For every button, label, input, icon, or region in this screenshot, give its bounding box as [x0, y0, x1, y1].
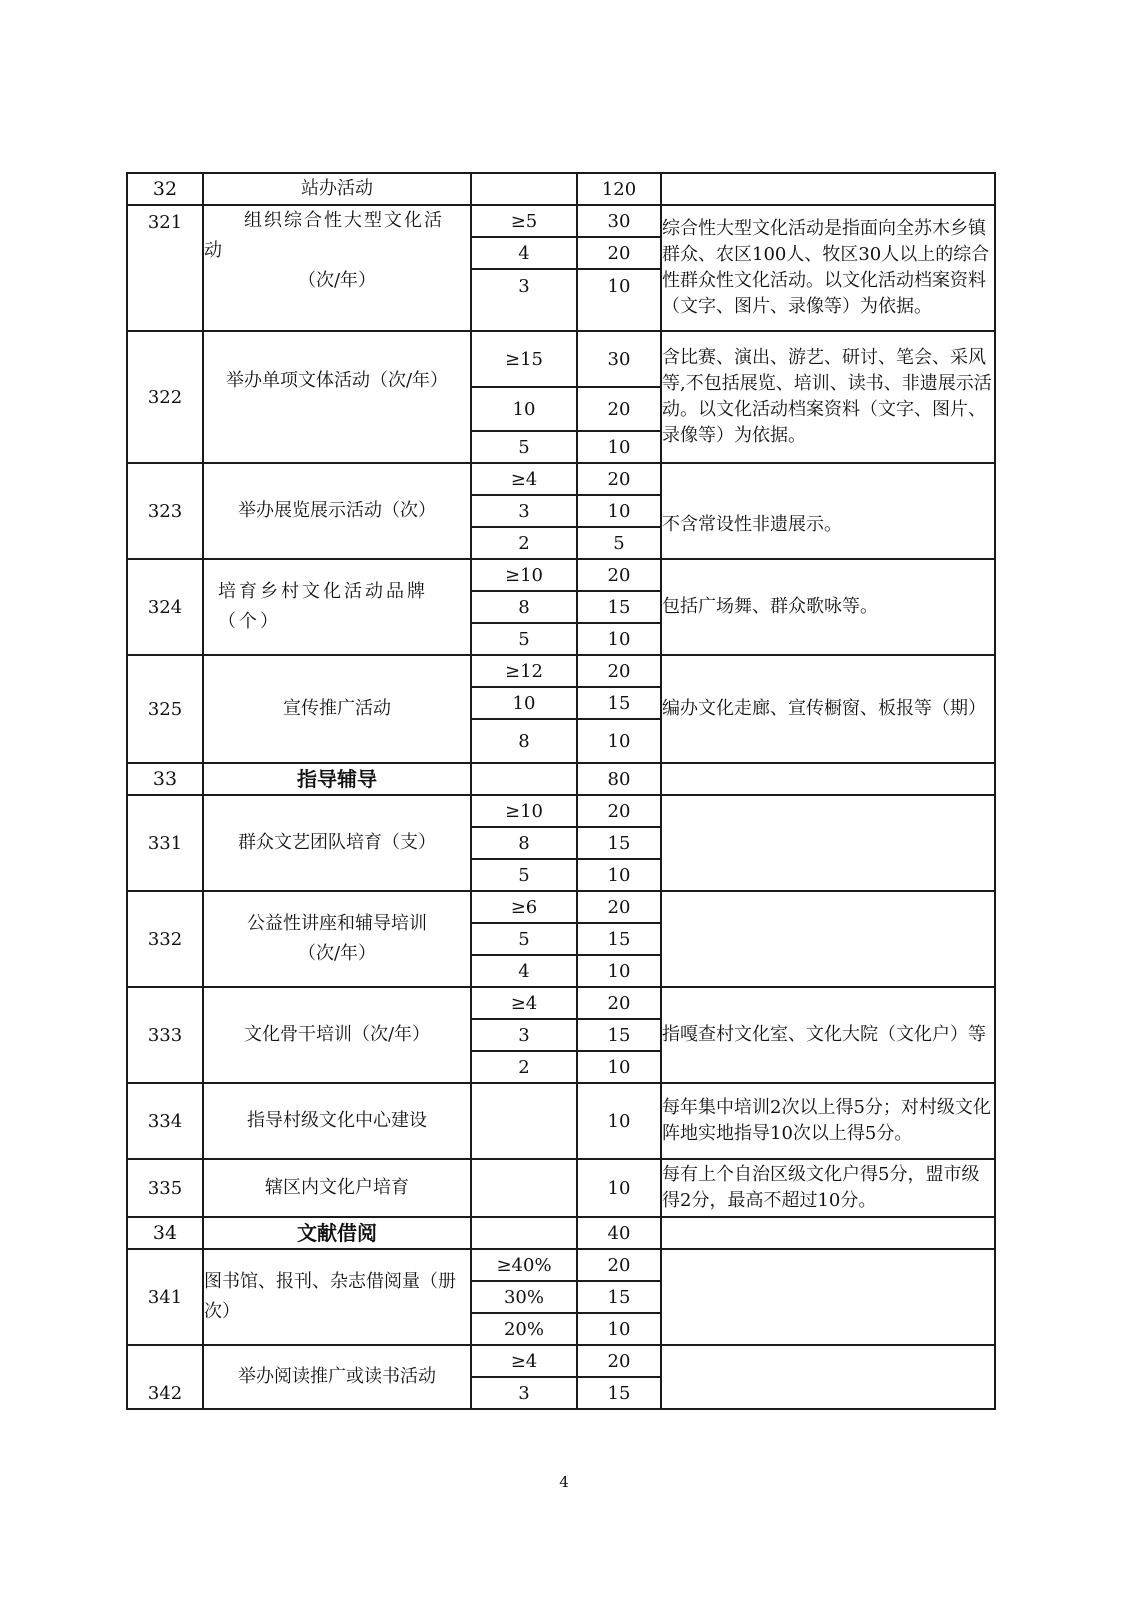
row-score: 40: [577, 1217, 661, 1249]
row-item: 辖区内文化户培育: [203, 1159, 471, 1217]
table-row: [127, 1345, 995, 1377]
row-score: 20: [577, 387, 661, 431]
row-note: 含比赛、演出、游艺、研讨、笔会、采风等,不包括展览、培训、读书、非遗展示活动。以文化活动档案资料（文字、图片、录像等）为依据。: [661, 331, 995, 463]
row-note: 综合性大型文化活动是指面向全苏木乡镇群众、农区100人、牧区30人以上的综合性群众性文化活动。以文化活动档案资料（文字、图片、录像等）为依据。: [661, 205, 995, 331]
row-condition: ≥5: [471, 205, 577, 237]
row-note: 不含常设性非遗展示。: [661, 463, 995, 559]
table-row: [127, 173, 995, 205]
row-item: 文化骨干培训（次/年）: [203, 987, 471, 1083]
scoring-table: [126, 172, 996, 1410]
row-score: 15: [577, 1019, 661, 1051]
row-score: 10: [577, 719, 661, 763]
row-condition: ≥12: [471, 655, 577, 687]
row-code: 335: [127, 1159, 203, 1217]
row-score: 20: [577, 891, 661, 923]
row-condition: ≥10: [471, 559, 577, 591]
row-condition: 3: [471, 495, 577, 527]
table-row: [127, 463, 995, 495]
row-condition: 5: [471, 431, 577, 463]
row-score: 15: [577, 1281, 661, 1313]
row-note: [661, 1345, 995, 1409]
row-item: 指导辅导: [203, 763, 471, 795]
row-score: 80: [577, 763, 661, 795]
row-condition: 10: [471, 387, 577, 431]
row-condition: [471, 1159, 577, 1217]
row-item: 群众文艺团队培育（支）: [203, 795, 471, 891]
row-item: 培育乡村文化活动品牌（个）: [203, 559, 471, 655]
row-note: [661, 795, 995, 891]
row-score: 15: [577, 1377, 661, 1409]
row-score: 5: [577, 527, 661, 559]
row-score: 20: [577, 237, 661, 269]
row-item-line: （次/年）: [297, 270, 377, 291]
row-note: [661, 891, 995, 987]
row-score: 20: [577, 559, 661, 591]
row-score: 20: [577, 1345, 661, 1377]
table-row: [127, 331, 995, 387]
row-note: 指嘎查村文化室、文化大院（文化户）等: [661, 987, 995, 1083]
row-item: [203, 891, 471, 987]
row-condition: ≥15: [471, 331, 577, 387]
row-score: 15: [577, 591, 661, 623]
table-row: [127, 1249, 995, 1281]
row-code: 334: [127, 1083, 203, 1159]
row-note: [661, 763, 995, 795]
row-note: 包括广场舞、群众歌咏等。: [661, 559, 995, 655]
row-condition: 4: [471, 237, 577, 269]
row-code: 332: [127, 891, 203, 987]
row-condition: [471, 173, 577, 205]
row-score: 10: [577, 623, 661, 655]
table-row: [127, 891, 995, 923]
row-condition: 4: [471, 955, 577, 987]
table-row: [127, 1083, 995, 1159]
row-item-line: 组织综合性大型文化活: [244, 210, 444, 231]
row-score: 20: [577, 1249, 661, 1281]
row-condition: 10: [471, 687, 577, 719]
row-code: 333: [127, 987, 203, 1083]
row-condition: 5: [471, 859, 577, 891]
row-condition: [471, 763, 577, 795]
table-row: [127, 655, 995, 687]
row-condition: 3: [471, 269, 577, 331]
table-row: [127, 795, 995, 827]
row-condition: 5: [471, 923, 577, 955]
row-item: 站办活动: [203, 173, 471, 205]
row-code: 322: [127, 331, 203, 463]
row-item: 举办展览展示活动（次）: [203, 463, 471, 559]
row-note: 每有上个自治区级文化户得5分，盟市级得2分，最高不超过10分。: [661, 1159, 995, 1217]
row-score: 15: [577, 923, 661, 955]
row-score: 10: [577, 1083, 661, 1159]
table-row: [127, 1159, 995, 1217]
row-score: 15: [577, 687, 661, 719]
row-condition: ≥4: [471, 987, 577, 1019]
row-score: 120: [577, 173, 661, 205]
row-score: 20: [577, 463, 661, 495]
row-score: 10: [577, 955, 661, 987]
row-condition: ≥6: [471, 891, 577, 923]
row-condition: 2: [471, 527, 577, 559]
row-score: 10: [577, 495, 661, 527]
row-code: 341: [127, 1249, 203, 1345]
row-condition: 20%: [471, 1313, 577, 1345]
row-code: 325: [127, 655, 203, 763]
table-row: [127, 559, 995, 591]
table-row: [127, 1217, 995, 1249]
row-item-line: （次/年）: [297, 943, 377, 964]
row-score: 10: [577, 859, 661, 891]
row-item: 举办单项文体活动（次/年）: [203, 331, 471, 463]
row-item: 宣传推广活动: [203, 655, 471, 763]
row-condition: 2: [471, 1051, 577, 1083]
row-item: [203, 205, 471, 331]
row-condition: [471, 1083, 577, 1159]
row-score: 30: [577, 205, 661, 237]
row-score: 10: [577, 1051, 661, 1083]
row-code: 32: [127, 173, 203, 205]
row-condition: 30%: [471, 1281, 577, 1313]
row-score: 10: [577, 269, 661, 331]
row-condition: 3: [471, 1019, 577, 1051]
row-condition: ≥40%: [471, 1249, 577, 1281]
row-note: 编办文化走廊、宣传橱窗、板报等（期）: [661, 655, 995, 763]
row-condition: 8: [471, 719, 577, 763]
row-code: 33: [127, 763, 203, 795]
row-item: 指导村级文化中心建设: [203, 1083, 471, 1159]
row-score: 10: [577, 1159, 661, 1217]
table-row: [127, 987, 995, 1019]
row-condition: 5: [471, 623, 577, 655]
row-item-line: 公益性讲座和辅导培训: [247, 913, 427, 934]
row-item: 文献借阅: [203, 1217, 471, 1249]
row-score: 10: [577, 431, 661, 463]
row-code: 331: [127, 795, 203, 891]
row-note: [661, 173, 995, 205]
row-item-line: 动: [204, 240, 222, 261]
row-note: [661, 1249, 995, 1345]
row-code: 323: [127, 463, 203, 559]
row-code: 342: [127, 1345, 203, 1409]
table-row: [127, 205, 995, 237]
row-code: 321: [127, 205, 203, 331]
table-row: [127, 763, 995, 795]
row-score: 15: [577, 827, 661, 859]
row-score: 30: [577, 331, 661, 387]
row-condition: ≥10: [471, 795, 577, 827]
row-item: 举办阅读推广或读书活动: [203, 1345, 471, 1409]
row-condition: ≥4: [471, 463, 577, 495]
row-score: 20: [577, 655, 661, 687]
row-code: 34: [127, 1217, 203, 1249]
row-condition: 3: [471, 1377, 577, 1409]
page-number: 4: [559, 1473, 569, 1491]
row-score: 20: [577, 987, 661, 1019]
row-condition: [471, 1217, 577, 1249]
row-condition: 8: [471, 827, 577, 859]
row-score: 10: [577, 1313, 661, 1345]
row-item: 图书馆、报刊、杂志借阅量（册次）: [203, 1249, 471, 1345]
row-condition: ≥4: [471, 1345, 577, 1377]
row-note: 每年集中培训2次以上得5分；对村级文化阵地实地指导10次以上得5分。: [661, 1083, 995, 1159]
row-note: [661, 1217, 995, 1249]
row-score: 20: [577, 795, 661, 827]
row-condition: 8: [471, 591, 577, 623]
row-code: 324: [127, 559, 203, 655]
